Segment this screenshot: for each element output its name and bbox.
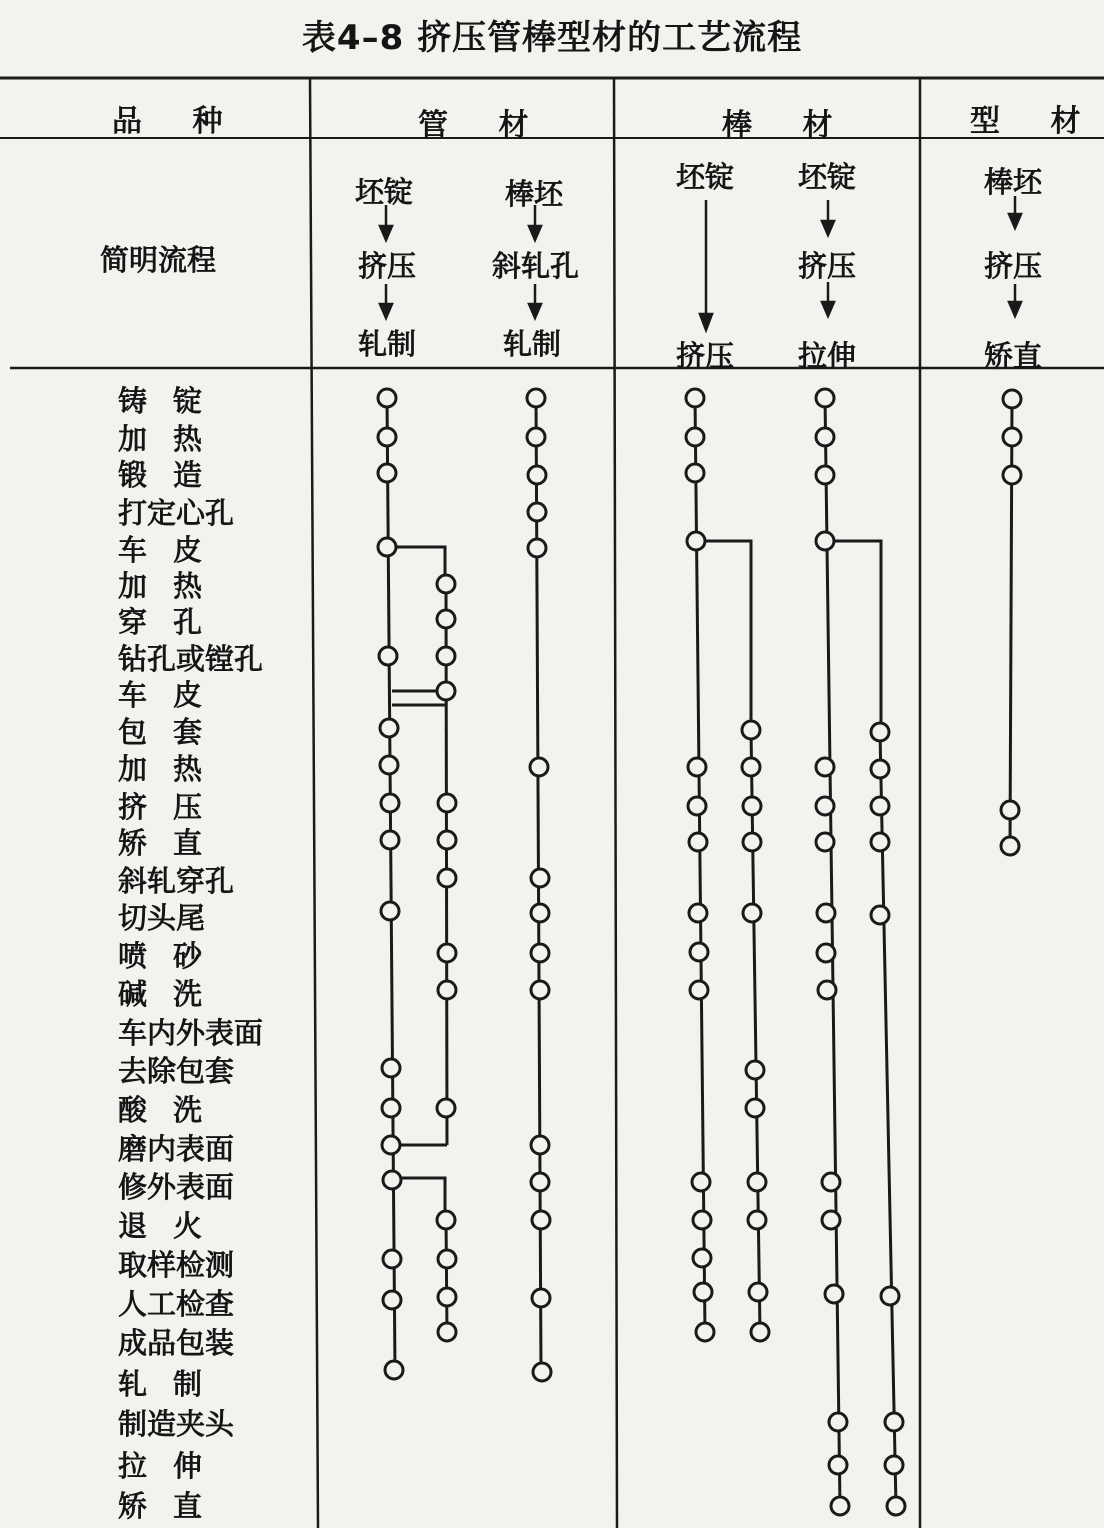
step-label-15: 切头尾 [118,901,206,935]
flow-bar2-step2: 挤压 [798,249,857,283]
header-profile: 型 材 [970,104,1101,139]
flow-profile-step3: 矫直 [984,339,1043,373]
header-category: 品 种 [112,104,243,139]
step-label-10: 包套 [118,715,229,749]
step-label-28: 制造夹头 [118,1407,235,1441]
step-label-1: 铸锭 [118,384,229,418]
flow-tube1-step3: 轧制 [358,327,417,361]
flow-profile-step2: 挤压 [984,249,1043,283]
step-label-19: 去除包套 [118,1054,235,1088]
header-bar: 棒 材 [722,108,853,143]
step-label-5: 车皮 [118,533,229,567]
flow-bar2-step3: 拉伸 [798,339,857,373]
flow-bar1-step1: 坯锭 [676,160,735,194]
flow-bar2-step1: 坯锭 [798,160,857,194]
step-label-3: 锻造 [118,458,229,492]
col-rule-2 [614,78,617,1528]
step-circles [378,389,1021,1515]
flow-arrows [380,196,1021,330]
step-label-26: 成品包装 [118,1326,235,1360]
step-label-25: 人工检查 [118,1287,235,1321]
step-label-7: 穿孔 [118,605,229,639]
flow-tube1-step1: 坯锭 [355,175,414,209]
step-label-11: 加热 [118,752,229,786]
brief-flow-label: 简明流程 [100,243,217,277]
step-label-13: 矫直 [118,826,229,860]
table-title: 表4–8 挤压管棒型材的工艺流程 [301,18,803,58]
step-label-9: 车皮 [118,678,229,712]
flow-tube2-step1: 棒坯 [505,177,564,211]
step-label-20: 酸洗 [118,1093,229,1127]
flow-tube1-step2: 挤压 [358,249,417,283]
step-label-27: 轧制 [118,1367,229,1401]
step-label-8: 钻孔或镗孔 [118,642,264,676]
step-label-16: 喷砂 [118,939,229,973]
flow-tube2-step2: 斜轧孔 [492,249,580,283]
step-label-17: 碱洗 [118,977,229,1011]
step-label-2: 加热 [118,422,229,456]
flow-tube2-step3: 轧制 [503,327,562,361]
step-label-4: 打定心孔 [118,496,235,530]
step-label-29: 拉伸 [118,1449,229,1483]
flow-profile-step1: 棒坯 [984,165,1043,199]
step-label-21: 磨内表面 [118,1132,235,1166]
step-label-22: 修外表面 [118,1170,235,1204]
col-rule-1 [310,78,318,1528]
step-label-18: 车内外表面 [118,1016,264,1050]
step-label-14: 斜轧穿孔 [118,864,235,898]
flow-bar1-step2: 挤压 [676,339,735,373]
header-tube: 管 材 [418,108,549,143]
step-label-23: 退火 [118,1209,229,1243]
step-label-24: 取样检测 [118,1248,235,1282]
step-label-6: 加热 [118,569,229,603]
step-label-12: 挤压 [118,790,229,824]
step-label-30: 矫直 [118,1489,229,1523]
